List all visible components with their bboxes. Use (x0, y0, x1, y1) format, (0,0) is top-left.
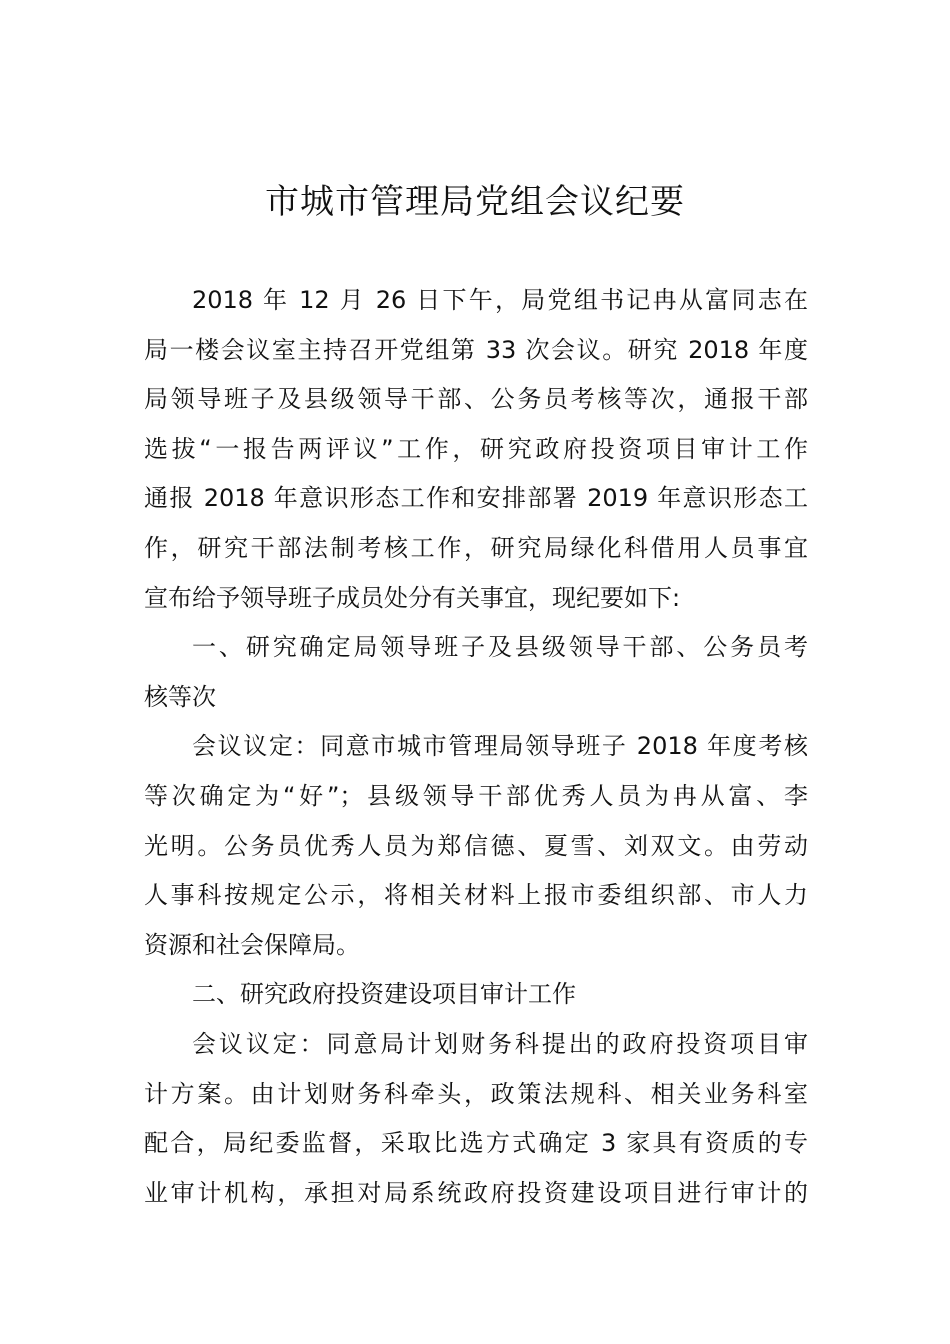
paragraph-line: 人事科按规定公示，将相关材料上报市委组织部、市人力 (144, 881, 808, 910)
paragraph-line: 等次确定为“好”；县级领导干部优秀人员为冉从富、李 (144, 781, 808, 810)
paragraph-line: 会议议定：同意局计划财务科提出的政府投资项目审 (192, 1029, 808, 1058)
paragraph-line: 选拔“一报告两评议”工作，研究政府投资项目审计工作 (144, 434, 808, 463)
section-heading-line: 核等次 (144, 682, 216, 711)
document-body (144, 276, 808, 1218)
paragraph-line: 作，研究干部法制考核工作，研究局绿化科借用人员事宜 (144, 533, 808, 562)
paragraph-line: 通报 2018 年意识形态工作和安排部署 2019 年意识形态工 (144, 484, 808, 513)
paragraph-line: 2018 年 12 月 26 日下午，局党组书记冉从富同志在 (192, 286, 808, 314)
section-heading-line: 一、研究确定局领导班子及县级领导干部、公务员考 (192, 633, 808, 662)
paragraph-line: 局一楼会议室主持召开党组第 33 次会议。研究 2018 年度 (144, 335, 808, 364)
paragraph-line: 局领导班子及县级领导干部、公务员考核等次，通报干部 (144, 385, 808, 414)
paragraph-line: 光明。公务员优秀人员为郑信德、夏雪、刘双文。由劳动 (144, 831, 808, 860)
paragraph-line: 配合，局纪委监督，采取比选方式确定 3 家具有资质的专 (144, 1129, 808, 1158)
paragraph-line: 宣布给予领导班子成员处分有关事宜，现纪要如下: (144, 583, 681, 612)
paragraph-line: 计方案。由计划财务科牵头，政策法规科、相关业务科室 (144, 1079, 808, 1108)
document-title: 市城市管理局党组会议纪要 (265, 182, 685, 222)
paragraph-line: 资源和社会保障局。 (144, 930, 360, 959)
paragraph-line: 会议议定：同意市城市管理局领导班子 2018 年度考核 (192, 732, 808, 761)
paragraph-line: 业审计机构，承担对局系统政府投资建设项目进行审计的 (144, 1178, 808, 1207)
section-heading-line: 二、研究政府投资建设项目审计工作 (192, 980, 576, 1009)
